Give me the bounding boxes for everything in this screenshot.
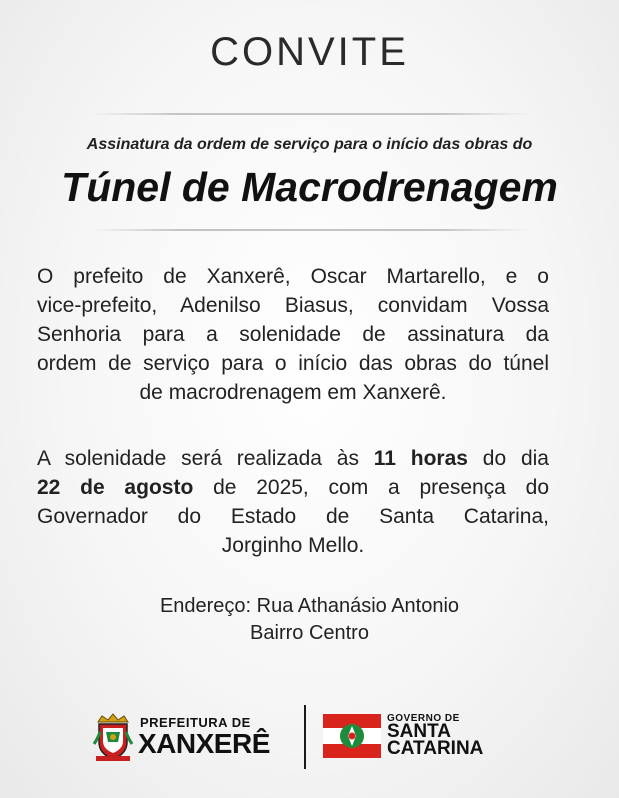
sc-logo-main-2: CATARINA (387, 738, 484, 759)
sc-logo-main-1: SANTA (387, 721, 452, 742)
subtitle: Assinatura da ordem de serviço para o início das obras do (86, 136, 533, 153)
paragraph-line: Jorginho Mello. (221, 534, 365, 557)
santa-catarina-flag-icon (323, 714, 381, 758)
paragraph-line: Governador do Estado de Santa Catarina, (37, 505, 549, 528)
paragraph-line: vice-prefeito, Adenilso Biasus, convidam Vossa (37, 294, 549, 317)
address-neighborhood: Bairro Centro (250, 622, 369, 644)
xanxere-logo-top: PREFEITURA DE (140, 715, 251, 730)
sc-logo-top: GOVERNO DE (387, 713, 460, 724)
text-segment: A solenidade será realizada às (37, 447, 374, 470)
invitation-paragraph (37, 262, 549, 407)
santa-catarina-logo (323, 712, 503, 762)
divider-top (90, 113, 529, 115)
xanxere-logo-main: XANXERÊ (138, 728, 270, 759)
event-details-paragraph (37, 444, 549, 560)
logo-divider (304, 705, 306, 769)
paragraph-line: ordem de serviço para o início das obras do túnel (37, 352, 549, 375)
paragraph-line: de macrodrenagem em Xanxerê. (139, 381, 447, 404)
divider-bottom (90, 229, 529, 231)
municipal-crest-icon (92, 712, 134, 762)
paragraph-line: O prefeito de Xanxerê, Oscar Martarello, e o (37, 265, 549, 288)
paragraph-line (37, 444, 549, 473)
paragraph-line (37, 473, 549, 502)
page-title: CONVITE (210, 30, 409, 74)
paragraph-line: Senhoria para a solenidade de assinatura da (37, 323, 549, 346)
headline: Túnel de Macrodrenagem (61, 164, 558, 210)
text-segment: do dia (467, 447, 549, 470)
event-date: 22 de agosto (37, 476, 194, 499)
event-time: 11 horas (373, 447, 468, 470)
text-segment: de 2025, com a presença do (193, 476, 550, 499)
address-street: Endereço: Rua Athanásio Antonio (159, 595, 460, 617)
xanxere-logo (92, 712, 292, 762)
